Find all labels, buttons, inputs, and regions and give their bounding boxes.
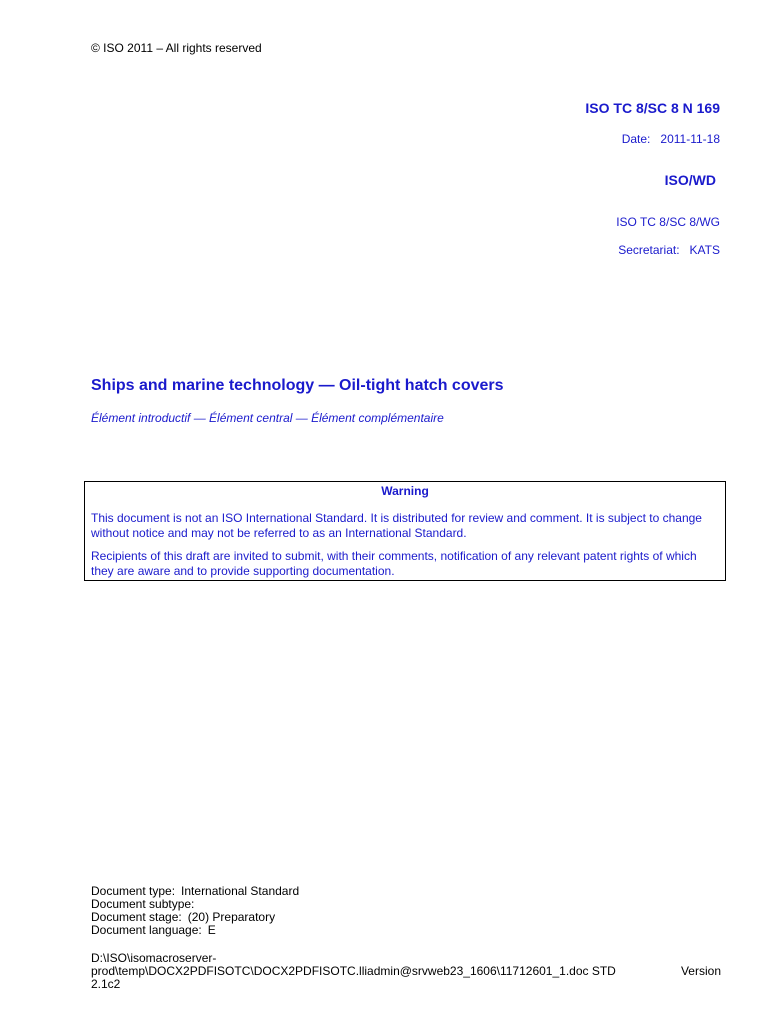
warning-box xyxy=(84,481,726,581)
secretariat-label: Secretariat: xyxy=(618,243,680,257)
document-subtitle: Élément introductif — Élément central — Élément complémentaire xyxy=(91,411,444,425)
file-path-line-2-row xyxy=(91,965,721,978)
file-path-line-1: D:\ISO\isomacroserver- xyxy=(91,951,217,965)
copyright-notice: © ISO 2011 – All rights reserved xyxy=(91,41,262,55)
warning-paragraph-1: This document is not an ISO International Standard. It is distributed for review and comment. It is subject to change without notice and may not be referred to as an International Standard. xyxy=(91,511,702,540)
document-subtype-label: Document subtype: xyxy=(91,897,195,911)
file-path-info xyxy=(91,952,721,991)
document-type-value: International Standard xyxy=(181,884,300,898)
document-number: ISO TC 8/SC 8 N 169 xyxy=(585,100,720,116)
date-label: Date: xyxy=(621,132,651,146)
warning-heading: Warning xyxy=(381,484,429,498)
committee-reference: ISO TC 8/SC 8/WG xyxy=(616,215,720,229)
secretariat xyxy=(618,243,720,257)
secretariat-value: KATS xyxy=(689,243,720,257)
document-title: Ships and marine technology — Oil-tight hatch covers xyxy=(91,377,504,394)
version-value: 2.1c2 xyxy=(91,977,121,991)
document-stage-label: Document stage: xyxy=(91,910,182,924)
document-language-row xyxy=(91,924,299,937)
document-language-label: Document language: xyxy=(91,923,202,937)
document-date xyxy=(622,132,720,146)
document-stage-value: (20) Preparatory xyxy=(187,910,276,924)
stage-code: ISO/WD xyxy=(664,172,716,188)
file-path-line-2: prod\temp\DOCX2PDFISOTC\DOCX2PDFISOTC.lliadmin@srvweb23_1606\11712601_1.doc STD xyxy=(91,964,616,978)
warning-paragraph-2: Recipients of this draft are invited to submit, with their comments, notification of any relevant patent rights of which they are aware and to provide supporting documentation. xyxy=(91,549,697,578)
version-label: Version xyxy=(680,964,721,978)
document-language-value: E xyxy=(207,923,216,937)
document-metadata xyxy=(91,885,299,937)
date-value: 2011-11-18 xyxy=(660,132,720,146)
document-type-label: Document type: xyxy=(91,884,176,898)
